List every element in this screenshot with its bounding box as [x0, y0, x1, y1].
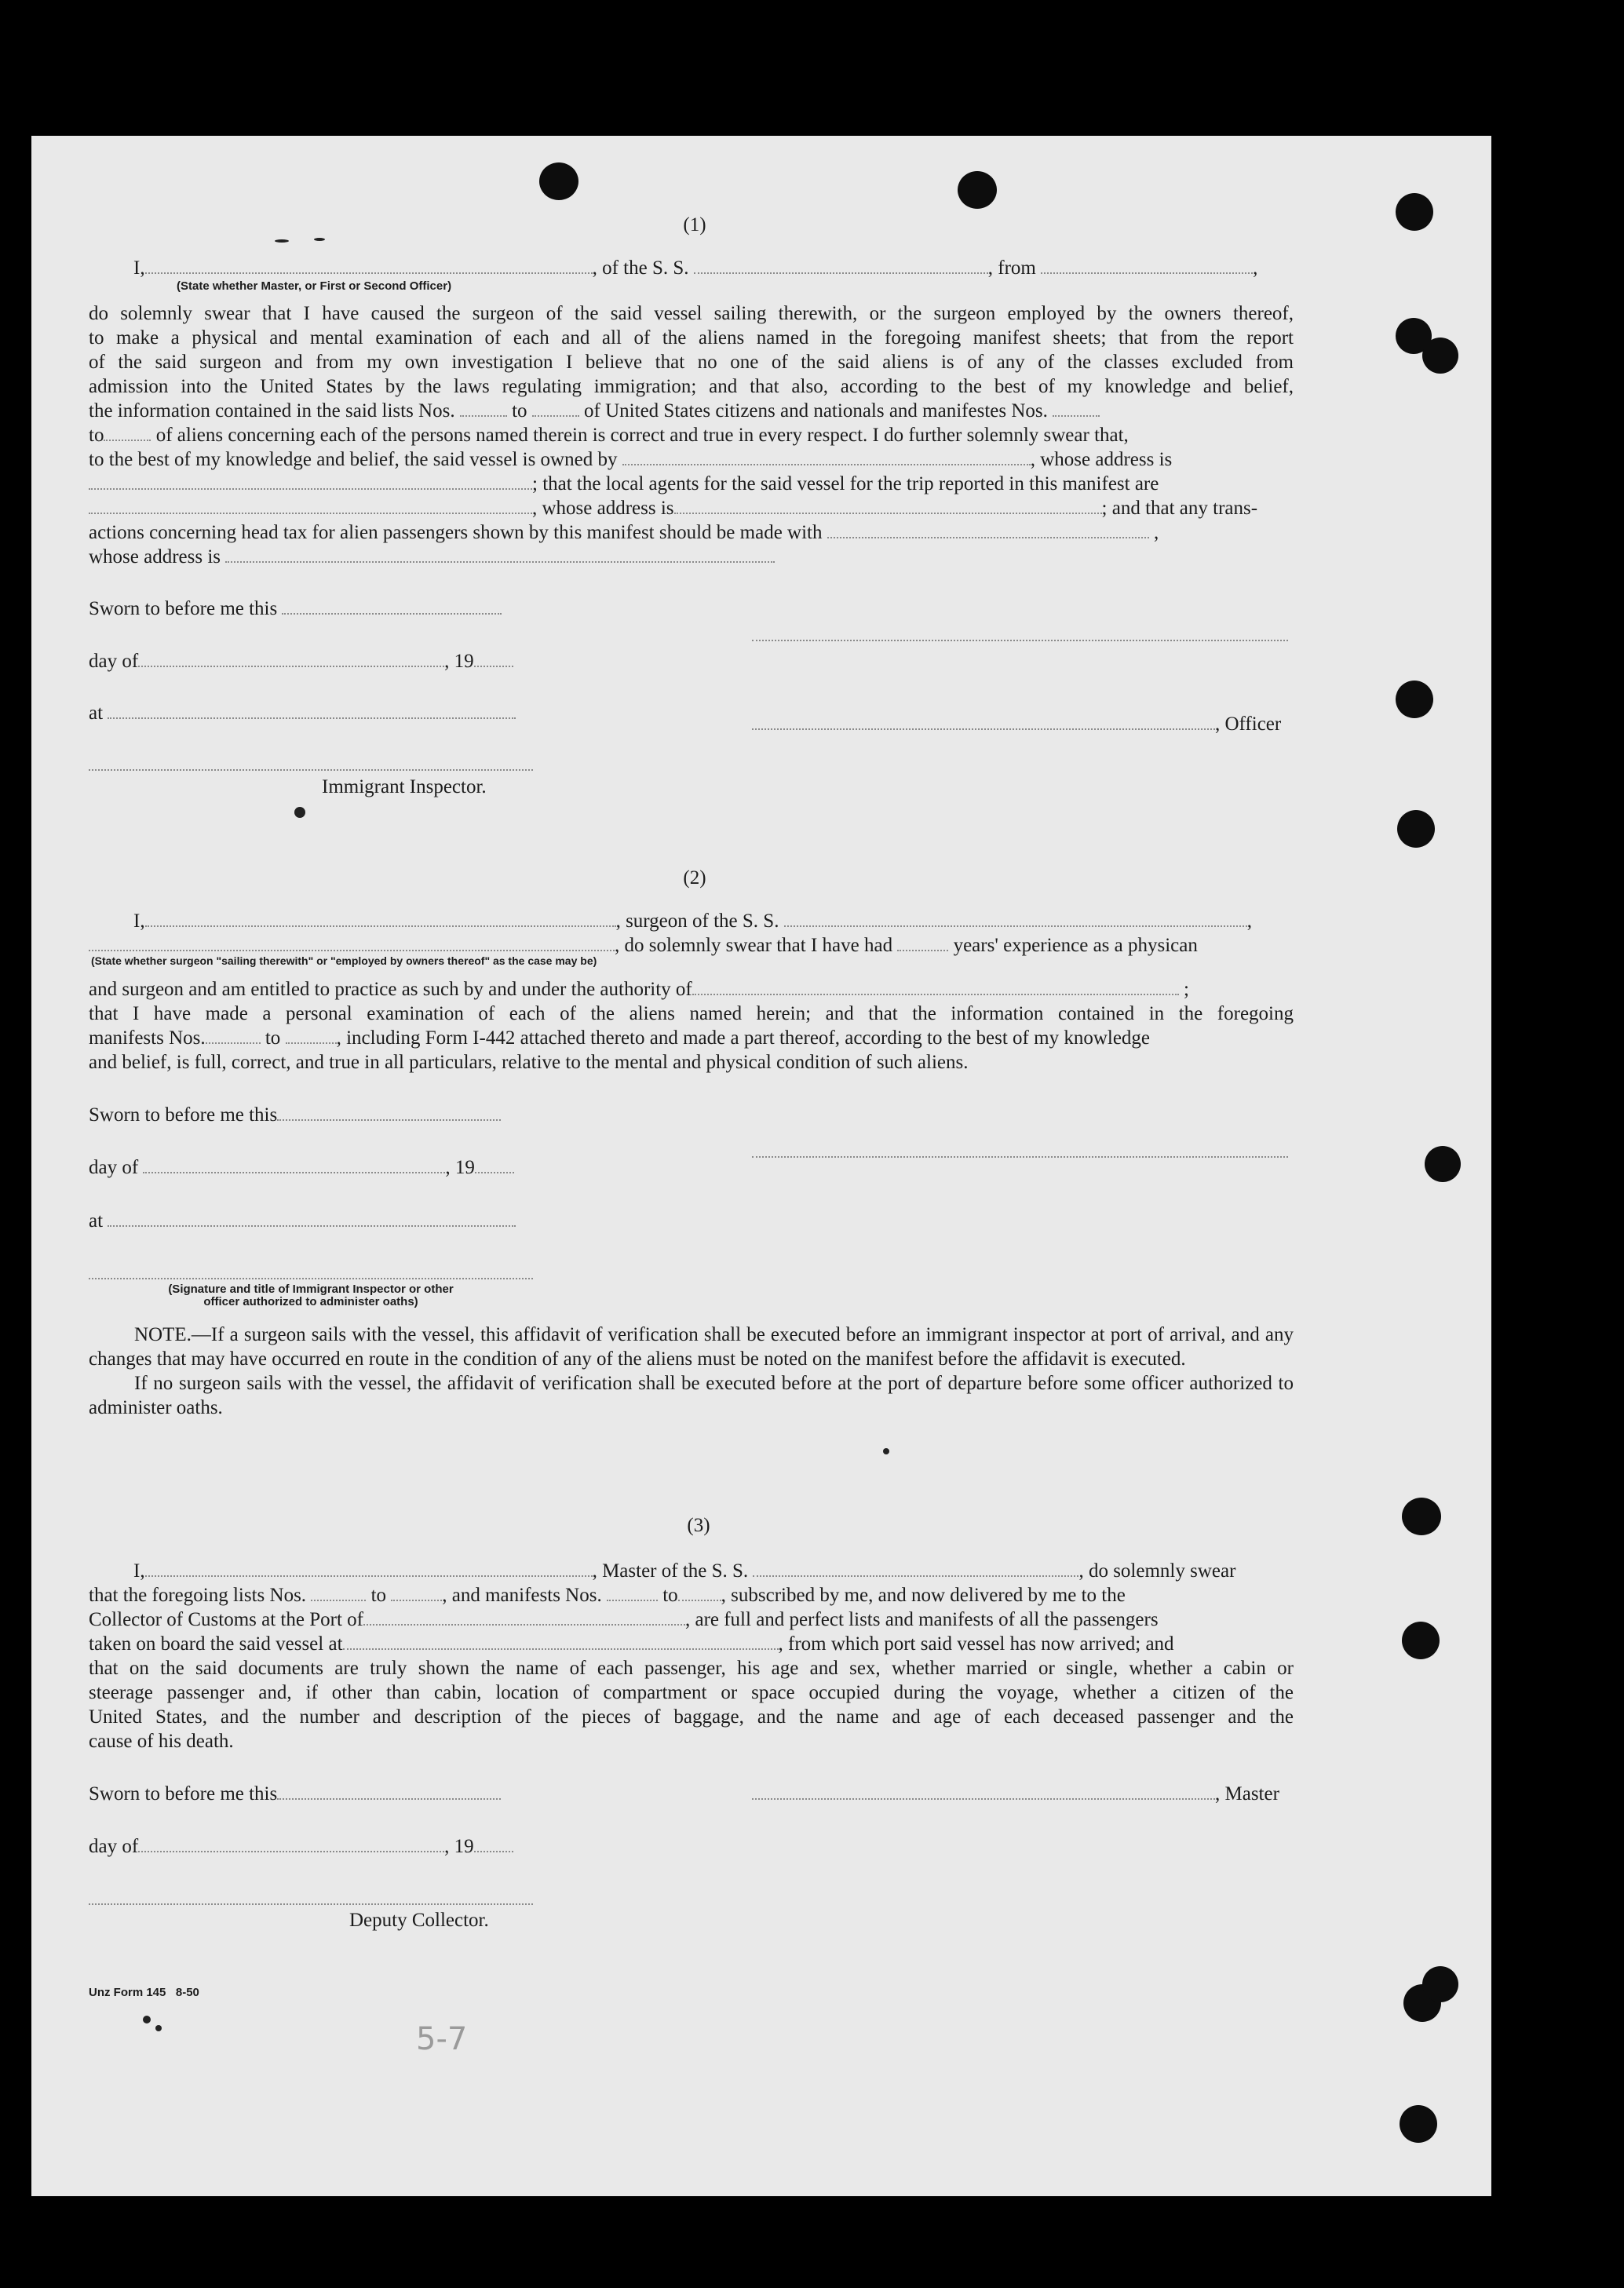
punch-hole [1422, 338, 1458, 374]
blank-field [827, 523, 1149, 538]
inspector-title: Immigrant Inspector. [322, 776, 487, 797]
text: , and manifests Nos. [442, 1585, 602, 1606]
paragraph-line: steerage passenger and, if other than cabin, location of compartment or space occupied during the voyage, whether a citizen of the [89, 1682, 1294, 1703]
text: Sworn to before me this [89, 598, 278, 619]
paragraph-line [89, 520, 1159, 545]
text: day of [89, 651, 139, 672]
speck [294, 807, 305, 818]
blank-field [138, 651, 444, 667]
text: at [89, 1210, 104, 1232]
paragraph-line [89, 545, 775, 569]
surgeon-state-note: (State whether surgeon "sailing therewith" or "employed by owners thereof" as the case may be) [91, 954, 597, 967]
text: , 19 [445, 1157, 475, 1178]
text: (Signature and title of Immigrant Inspector or other [168, 1283, 454, 1296]
text: ; that the local agents for the said vessel for the trip reported in this manifest are [532, 473, 1159, 494]
paragraph-line [89, 1026, 1150, 1050]
signature-line [89, 1903, 533, 1905]
blank-field [145, 258, 593, 274]
blank-field [225, 547, 775, 563]
text: , including Form I-442 attached thereto and made a part thereof, according to the best of my knowledge [336, 1027, 1151, 1049]
text: , 19 [444, 651, 474, 672]
signature-line [752, 1156, 1288, 1158]
blank-field [752, 1784, 1215, 1800]
sworn-line [89, 597, 502, 621]
blank-field [532, 401, 579, 417]
text: whose address is [89, 546, 221, 567]
text: that the foregoing lists Nos. [89, 1585, 307, 1606]
section-3-line-1 [133, 1559, 1235, 1583]
pencil-mark: 5-7 [416, 2021, 468, 2057]
paragraph-line: United States, and the number and description of the pieces of baggage, and the name and age of each deceased passenger and the [89, 1706, 1294, 1728]
blank-field [752, 714, 1215, 730]
paragraph-line [89, 399, 1294, 423]
blank-field [474, 1837, 513, 1852]
text: , from [987, 257, 1036, 279]
punch-hole [1402, 1498, 1441, 1535]
paragraph-line: that I have made a personal examination of each of the aliens named herein; and that the information contained in the foregoing [89, 1003, 1294, 1024]
note-paragraph: If no surgeon sails with the vessel, the affidavit of verification shall be executed before at the port of departure before some officer authorized to administer oaths. [89, 1373, 1294, 1418]
blank-field [460, 401, 507, 417]
text: I, [133, 910, 145, 932]
paragraph-line: and belief, is full, correct, and true in all particulars, relative to the mental and physical condition of such aliens. [89, 1052, 969, 1073]
blank-field [145, 1561, 593, 1577]
paragraph-line: cause of his death. [89, 1731, 234, 1752]
punch-hole [1422, 1966, 1458, 2002]
text: Collector of Customs at the Port of [89, 1609, 363, 1630]
text: ; and that any trans- [1101, 498, 1258, 519]
text: to [265, 1027, 281, 1049]
blank-field [108, 1211, 516, 1227]
text: at [89, 702, 104, 724]
text: actions concerning head tax for alien passengers shown by this manifest should be made with [89, 522, 823, 543]
blank-field [391, 1586, 442, 1601]
signature-line [89, 1278, 533, 1279]
blank-field [363, 1610, 685, 1626]
blank-field [784, 911, 1247, 927]
at-line [89, 1209, 516, 1233]
officer-line [752, 712, 1281, 736]
text: I, [133, 257, 145, 279]
paragraph-line [89, 496, 1257, 520]
text: of aliens concerning each of the persons named therein is correct and true in every respect. I do further solemnly swear that, [155, 425, 1129, 446]
paragraph-line: to make a physical and mental examination of each and all of the aliens named in the foregoing manifest sheets; that from the report [89, 327, 1294, 348]
paragraph-line: do solemnly swear that I have caused the surgeon of the said vessel sailing therewith, or the surgeon employed by the owners thereof, [89, 303, 1294, 324]
text: , do solemnly swear that I have had [615, 935, 893, 956]
text: , from which port said vessel has now arrived; and [778, 1633, 1174, 1655]
punch-hole [958, 171, 997, 209]
blank-field [692, 980, 1179, 995]
speck [883, 1448, 889, 1454]
text: of United States citizens and nationals and manifestes Nos. [584, 400, 1048, 421]
blank-field [694, 258, 988, 274]
text: and surgeon and am entitled to practice as such by and under the authority of [89, 979, 692, 1000]
paragraph-line: admission into the United States by the laws regulating immigration; and that also, according to the best of my knowledge and belief, [89, 376, 1294, 397]
text: to [512, 400, 527, 421]
text: , Master [1215, 1783, 1279, 1804]
blank-field [475, 1158, 514, 1173]
note-block [89, 1323, 1294, 1420]
paragraph-line [89, 1632, 1174, 1656]
text: years' experience as a physican [953, 935, 1198, 956]
section-1-line-1 [133, 256, 1257, 280]
blank-field [143, 1158, 445, 1173]
section-1-number: (1) [683, 214, 706, 235]
paragraph-line [89, 423, 1129, 447]
at-line [89, 701, 516, 725]
speck [143, 2016, 151, 2023]
blank-field [89, 936, 615, 951]
text: to [662, 1585, 678, 1606]
blank-field [622, 450, 1031, 465]
text: I, [133, 1560, 145, 1582]
paragraph-line: that on the said documents are truly shown the name of each passenger, his age and sex, whether married or single, whether a cabin or [89, 1658, 1294, 1679]
text: , whose address is [532, 498, 674, 519]
punch-hole [1396, 681, 1433, 718]
form-number: Unz Form 145 8-50 [89, 1986, 199, 1999]
blank-field [138, 1837, 444, 1852]
blank-field [897, 936, 948, 951]
blank-field [343, 1634, 779, 1650]
blank-field [607, 1586, 658, 1601]
blank-field [474, 651, 513, 667]
punch-hole [1402, 1622, 1440, 1659]
blank-field [282, 599, 502, 615]
signature-line [752, 640, 1288, 641]
text: Sworn to before me this [89, 1783, 278, 1804]
text: , subscribed by me, and now delivered by me to the [721, 1585, 1126, 1606]
sworn-line [89, 1782, 501, 1806]
paragraph-line: of the said surgeon and from my own investigation I believe that no one of the said aliens is of any of the classes excluded from [89, 352, 1294, 373]
text: to [370, 1585, 387, 1606]
master-line [752, 1782, 1279, 1806]
speck [155, 2025, 162, 2031]
blank-field [1041, 258, 1253, 274]
section-2-line-1 [133, 909, 1252, 933]
text: , Officer [1215, 713, 1282, 735]
punch-hole [1397, 810, 1435, 848]
blank-field [1053, 401, 1100, 417]
punch-hole [1425, 1146, 1461, 1182]
blank-field [277, 1105, 501, 1121]
paragraph-line [89, 977, 1189, 1002]
paragraph-line [89, 472, 1159, 496]
section-3-number: (3) [687, 1515, 710, 1536]
text: Sworn to before me this [89, 1104, 278, 1126]
blank-field [678, 1586, 721, 1601]
text: , Master of the S. S. [592, 1560, 749, 1582]
paragraph-line [89, 1607, 1159, 1632]
text: , [1253, 257, 1258, 279]
signature-note [89, 1283, 533, 1308]
day-of-line [89, 1834, 513, 1859]
text: , do solemnly swear [1078, 1560, 1236, 1582]
note-paragraph: NOTE.—If a surgeon sails with the vessel, this affidavit of verification shall be executed before an immigrant inspector at port of arrival, and any changes that may have occurred en route in the condition of any of the aliens must be noted on the manifest before the affidavit is executed. [89, 1324, 1294, 1370]
blank-field [89, 498, 532, 514]
text: officer authorized to administer oaths) [203, 1295, 418, 1308]
inspector-signature-line [89, 769, 533, 771]
text: day of [89, 1157, 139, 1178]
day-of-line [89, 649, 513, 673]
text: , surgeon of the S. S. [615, 910, 779, 932]
blank-field [206, 1028, 261, 1044]
blank-field [104, 425, 151, 441]
punch-hole [539, 162, 578, 200]
text: , [1246, 910, 1252, 932]
punch-hole [1396, 193, 1433, 231]
blank-field [89, 474, 532, 490]
blank-field [674, 498, 1102, 514]
text: the information contained in the said lists Nos. [89, 400, 455, 421]
text: manifests Nos. [89, 1027, 206, 1049]
text: day of [89, 1836, 139, 1857]
text: ; [1184, 979, 1189, 1000]
paragraph-line [89, 1583, 1126, 1607]
section-2-number: (2) [683, 867, 706, 889]
text: taken on board the said vessel at [89, 1633, 343, 1655]
speck [314, 238, 325, 241]
blank-field [311, 1586, 366, 1601]
speck [275, 239, 289, 243]
blank-field [753, 1561, 1078, 1577]
text: , whose address is [1030, 449, 1173, 470]
text: , are full and perfect lists and manifests of all the passengers [684, 1609, 1159, 1630]
state-note: (State whether Master, or First or Second Officer) [177, 279, 452, 293]
text: , of the S. S. [592, 257, 689, 279]
text: , [1154, 522, 1159, 543]
blank-field [108, 703, 516, 719]
blank-field [286, 1028, 337, 1044]
deputy-collector-title: Deputy Collector. [349, 1910, 489, 1931]
text: to [89, 425, 104, 446]
blank-field [277, 1784, 501, 1800]
text: to the best of my knowledge and belief, the said vessel is owned by [89, 449, 618, 470]
text: , 19 [444, 1836, 474, 1857]
day-of-line [89, 1155, 514, 1180]
blank-field [145, 911, 616, 927]
punch-hole [1400, 2105, 1437, 2143]
paragraph-line [89, 447, 1172, 472]
sworn-line [89, 1103, 501, 1127]
